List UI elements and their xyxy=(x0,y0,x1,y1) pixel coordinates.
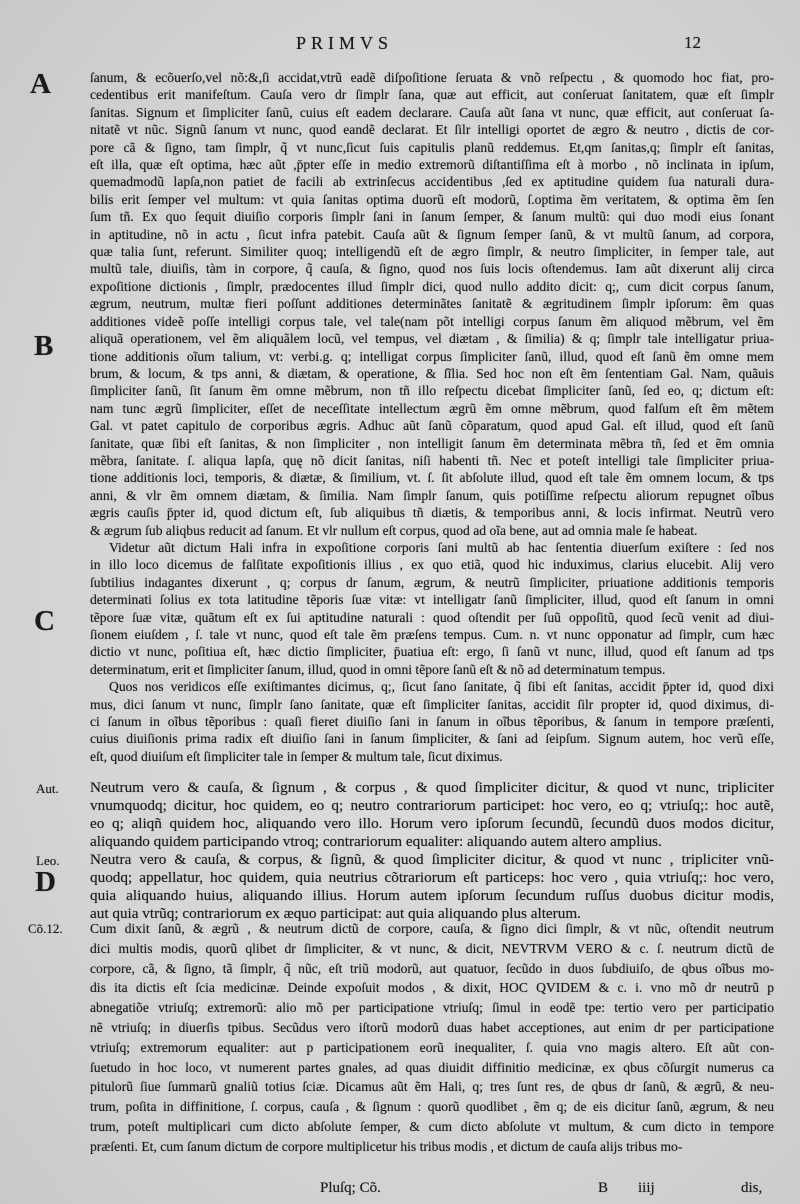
text-line: brum, & locum, & tps anni, & diætam, & operatione, & ſĩlia. Sed hoc non eſt ẽm ſententiam Gal. Nam, quãuis xyxy=(90,365,774,381)
catchword: dis, xyxy=(741,1180,763,1196)
margin-note-comment: Cõ.12. xyxy=(28,921,63,936)
paragraph xyxy=(90,678,774,765)
text-line: Neutra vero & cauſa, & corpus, & ſignũ, & quod ſimpliciter dicitur, & quod vt nunc , tripliciter vnũ- xyxy=(90,851,774,868)
signature-letter: B xyxy=(598,1180,609,1196)
text-line: aliquã operationem, vel ẽm aliquãlem locũ, vel tempus, vel diætam , & ſimilia) & q; ſimplr tale intelligatur priua- xyxy=(90,331,774,347)
text-line: dis ita dictis eſt ſcia medicinæ. Deinde expoſuit modos , & dixit, HOC QVIDEM & c. i. vno mõ dr neutrũ p xyxy=(90,980,774,996)
paragraph xyxy=(90,69,774,539)
text-line: in illo loco dicemus de falſitate expoſitionis illius , ex quo etiã, quod hic induximus, clarius elucebit. Alij vero xyxy=(90,557,774,573)
text-line: aliquando quidem participando vtroq; contrariorum equaliter: aliquando autem altero amplius. xyxy=(90,832,662,850)
text-line: ſum tñ. Ex quo ſequit diuiſio corporis ſimplr ſani in ſanum ſemper, & ſanum multũ: qui duo modi eius ſonant xyxy=(90,209,774,225)
text-line: vtriuſq; extremorum equaliter: aut p participationem eorũ inequaliter, ſ. quia vno magis altero. Eſt aũt con- xyxy=(90,1039,774,1055)
footer-catchword-left: Pluſq; Cõ. xyxy=(320,1180,381,1196)
text-line: cuius diuiſionis prima radix eſt diuiſio ſani in ſanum ſimpliciter, & ſani ad ſeipſum. Signum autem, hoc verũ eſſe, xyxy=(90,731,774,747)
text-line: dictio vt nunc, poſitiua eſt, hæc dictio ſimpliciter, p̄uatiua eſt: ergo, ſi ſanũ vt nunc, illud, quod eſt ſanum ad tps xyxy=(90,644,774,660)
text-line: ſubtilius indagantes dixerunt , q; corpus dr ſanum, ægrum, & neutrũ ſimpliciter, priuatione additionis temporis xyxy=(90,574,774,590)
text-line: cedentibus erit manifeſtum. Cauſa vero dr ſimplr ſana, quæ aut efficit, aut conſeruat ſanitatem, quæ eſt ſimplr xyxy=(90,87,774,103)
text-line: pore cã & ſigno, tam ſimplr, q̃ vt nunc,ſicut ſuis capitulis planũ reddemus. Et,qm ſanitas,q; ſimplr eſt ſanitas, xyxy=(90,139,774,155)
text-line: nitatẽ vt nũc. Signũ ſanum vt nunc, quod eandẽ declarat. Et ſilr intelligi oportet de ægro & neutro , dictis de cor- xyxy=(90,122,774,138)
text-line: ſanum, & ecõuerſo,vel nõ:&,ſi accidat,vtrũ eadẽ diſpoſitione ſeruata & vnõ reſpectu , & quomodo hoc fiat, pro- xyxy=(90,70,774,85)
section-letter-c: C xyxy=(34,605,55,637)
text-line: Gal. vt patet capitulo de corporibus ægris. Adhuc aũt ſanũ cõparatum, quod apud Gal. eſt illud, quod eſt ſanũ xyxy=(90,418,774,434)
text-line: quemadmodũ lapſa,non patiet de facili ab extrinſecus accidentibus ,ſed ex aptitudine quidem ſua naturali dura- xyxy=(90,174,774,190)
text-line: eſt, quod diuiſum eſt ſimpliciter tale in ſemper & multum tale, ſicut diximus. xyxy=(90,748,503,764)
commentary-text xyxy=(90,69,774,765)
text-line: quodq; appellatur, hoc quidem, quia neutrius cõtrariorum eſt particeps: hoc vero , quia vtriuſq;: hoc vero, xyxy=(90,868,774,886)
text-line: vnumquodq; dicitur, hoc quidem, eo q; neutro contrariorum participet: hoc vero, eo q; vtriuſq;: hoc autẽ, xyxy=(90,796,774,814)
text-line: tione additionis loci, temporis, & diætæ, & ſimilium, vt. ſ. ſit abſolute illud, quod eſt tale ẽm omnem locum, & tps xyxy=(90,470,774,486)
text-line: trum, poteſt multiplicari cum dicto abſolute ſemper, & cum dicto abſolute vt multum, & cum dicto in tempore xyxy=(90,1118,774,1134)
text-line: bilis erit ſemper vel multum: vt quia ſanitas optima duorũ eſt modorũ, ſ.optima ẽm veritatem, & optima ẽm ſen xyxy=(90,191,774,207)
running-title: PRIMVS xyxy=(296,33,394,53)
margin-note-aut: Aut. xyxy=(36,781,59,796)
text-line: & ægrum ſub aliqbus reducit ad ſanum. Et vlr nullum eſt corpus, quod ad oĩa bene, aut ad omnia male ſe habeat. xyxy=(90,522,698,538)
text-line: Cum dixit ſanũ, & ægrũ , & neutrum dictũ de corpore, cauſa, & ſigno dici ſimplr, & vt nũc, oſtendit neutrum xyxy=(90,921,774,936)
text-line: præſenti. Et, cum ſanum dictum de corpore multiplicetur his tribus modis , et dictum de cauſa alijs tribus mo- xyxy=(90,1138,683,1154)
text-line: multũ tale, diuiſis, tàm in corpore, q̃ cauſa, & ſigno, quod nos ſuis locis oſtendemus. Iam aũt dixerunt alij circa xyxy=(90,261,774,277)
text-line: Neutrum vero & cauſa, & ſignum , & corpus , & quod ſimpliciter dicitur, & quod vt nunc, tripliciter xyxy=(90,779,774,796)
text-line: ſimpliciter ſanũ, ſit ſanum ẽm omne mẽbrum, non tñ illo reſpectu dicebat ſimpliciter ſanũ, ſed eo, q; dictum eſt: xyxy=(90,383,774,399)
section-letter-a: A xyxy=(30,68,51,100)
page-number: 12 xyxy=(684,33,701,52)
text-line: dici multis modis, quorũ qlibet dr ſimpliciter, & vt nunc, & dicit, NEVTRVM VERO & c. ſ. neutrum dictũ de xyxy=(90,940,774,956)
text-line: quæ talia ſunt, referunt. Similiter quoq; intelligendũ eſt de ægro ſimplr, & neutro ſimpliciter, in ſemper tale, aut xyxy=(90,244,774,260)
paragraph xyxy=(90,851,774,923)
text-line: mẽbra, ſanitate. ſ. aliqua lapſa, quę nõ dicit ſanitas, niſi habenti tñ. Nec et poteſt intelligi tale ſimpliciter priua- xyxy=(90,452,774,468)
text-line: corpore, cã, & ſigno, tã ſimplr, q̃ nũc, eſt triũ modorũ, aut quatuor, ſecũdo in duos ſubdiuiſo, de qbus oĩbus mo- xyxy=(90,960,774,976)
text-line: Quos nos veridicos eſſe exiſtimantes dicimus, q;, ſicut ſano ſanitate, q̃ ſibi eſt ſanitas, accidit p̄pter id, quod dixi xyxy=(109,679,774,695)
text-line: Videtur aũt dictum Hali infra in expoſitione corporis ſani multũ ab hac ſententia diuerſum exiſtere : ſed nos xyxy=(109,539,774,555)
text-line: quia aliquando huius, aliquando illius. Horum autem ipſorum ſecundum ruſſus duobus dicitur modis, xyxy=(90,886,774,904)
section-letter-b: B xyxy=(34,330,54,362)
translation-leo-text xyxy=(90,851,774,923)
translation-aut-text xyxy=(90,779,774,851)
text-line: anni, & vlr ẽm omnem diætam, & ſimilia. Nam ſimplr ſanum, quis potiſſime reſpectu aliorum repugnet oĩbus xyxy=(90,487,774,503)
text-line: aut quia vtrũq; contrariorum ex æquo participat: aut quia aliquando plus alterum. xyxy=(90,904,581,922)
text-line: ci ſanum in oĩbus tẽporibus : quaſi fieret diuiſio ſani in ſanum in oĩbus tẽporibus, & ſanum in tempore præſenti, xyxy=(90,714,774,730)
text-line: in aptitudine, nõ in actu , ſicut infra patebit. Cauſa aũt & ſignum ſemper ſanũ, & vt multũ ſanum, ad corpora, xyxy=(90,226,774,242)
text-line: ægrum, neutrum, multæ fieri poſſunt additiones determinãtes ſanitatẽ & ægritudinem ſimplr ipſorum: ẽm quas xyxy=(90,296,774,312)
paragraph xyxy=(90,919,774,1157)
text-line: abnegatiõe vtriuſq; extremorũ: alio mõ per participatione vtriuſq; ſimul in eodẽ tpe: tertio vero per participatio xyxy=(90,1000,774,1016)
text-line: ſionem eiuſdem , ſ. tale vt nunc, quod eſt tale ẽm præſens tempus. Cum. n. vt nunc opponatur ad ſimplr, cum hæc xyxy=(90,627,774,642)
paragraph xyxy=(90,539,774,678)
margin-note-leo: Leo. xyxy=(36,853,60,868)
text-line: ſuetudo in hoc loco, vt numerent partes gnales, ad quas diuidit diffinitio medicinæ, ex qbus cõſurgit numerus ca xyxy=(90,1059,774,1075)
text-line: trum, poſita in diffinitione, ſ. corpus, cauſa , & ſignum : quorũ quodlibet , ẽm q; de eis dicitur ſanũ, ægrum, & neu xyxy=(90,1099,774,1115)
text-line: tione additionis oĩum talium, vt: verbi.g. q; intelligat corpus ſimpliciter ſanũ, illud, quod eſt ſanũ ẽm omne mem xyxy=(90,348,774,364)
text-line: ſanitate, quæ ſibi eſt ſanitas, & non ſimpliciter , non intelligit ſanum ẽm determinata mẽbra tñ, ſed et ẽm omnia xyxy=(90,435,774,451)
text-line: additiones videẽ poſſe intelligi corpus tale, vel tale(nam põt intelligi corpus ſanum ẽm aliquod mẽbrum, vel ẽm xyxy=(90,313,774,329)
text-line: mus, dici ſanum vt nunc, ſimplr ſano ſanitate, quæ eſt ſimpliciter ſanitas, accidit ſilr propter id, quod diximus, di- xyxy=(90,696,774,712)
text-line: ægris cauſis p̄pter id, quod dictum eſt, ſub aliquibus tñ diætis, & temporibus anni, & locis infirmat. Neutrũ vero xyxy=(90,505,774,521)
paragraph xyxy=(90,779,774,851)
text-line: eo q; aliqñ quidem hoc, aliquando vero illo. Horum vero ipſorum ſecundũ, ſecundũ duos modos dicitur, xyxy=(90,814,774,832)
signature-number: iiij xyxy=(638,1180,655,1196)
text-line: nam tunc ægrũ ſimpliciter, eſſet de neceſſitate intellectum ægrũ ẽm omne mẽbrum, quod falſum eſt ẽm mẽtem xyxy=(90,400,774,416)
text-line: determinatum, erit et ſimpliciter ſanum, illud, quod in omni tẽpore ſanũ eſt & nõ ad determinatum tempus. xyxy=(90,661,666,677)
comment-12-text xyxy=(90,919,774,1157)
text-line: pitulorũ ſiue ſummarũ gnaliũ totius ſciæ. Dicamus aũt ẽm Hali, q; tres ſunt res, de qbus dr ſanũ, & ægrũ, & neu- xyxy=(90,1079,774,1095)
text-line: nẽ vtriuſq; in diuerſis tpibus. Secũdus vero iſtorũ modorũ duas habet acceptiones, aut enim dr per participatione xyxy=(90,1019,774,1035)
text-line: eſt illa, quæ eſt optima, hæc aũt ,p̄pter eſſe in medio extremorũ diſtantiſſima eſt à morbo , nõ inclinata in ipſum, xyxy=(90,157,774,173)
text-line: ſanitas. Signum et ſimpliciter ſanũ, cuius eſt eadem declarare. Cauſa aũt ſana vt nunc, quæ efficit, aut conſeruat ſa- xyxy=(90,104,774,120)
section-letter-d: D xyxy=(35,866,56,898)
text-line: determinati ſolius ex tota latitudine tẽporis ſuæ vitæ: vt intelligatr ſanũ ſimpliciter, illud, quod eſt ſanum in omni xyxy=(90,592,774,608)
text-line: expoſitione dictionis , ſimplr, prædocentes illud ſimplr dici, quod nullo addito dicit: q;, cum dicit corpus ſanum, xyxy=(90,278,774,294)
text-line: tẽpore ſuæ vitæ, quãtum eſt ex ſui aptitudine naturali : quod oſtendit per ſuũ oppoſitũ, quod ſecũ venit ad diui- xyxy=(90,609,774,625)
